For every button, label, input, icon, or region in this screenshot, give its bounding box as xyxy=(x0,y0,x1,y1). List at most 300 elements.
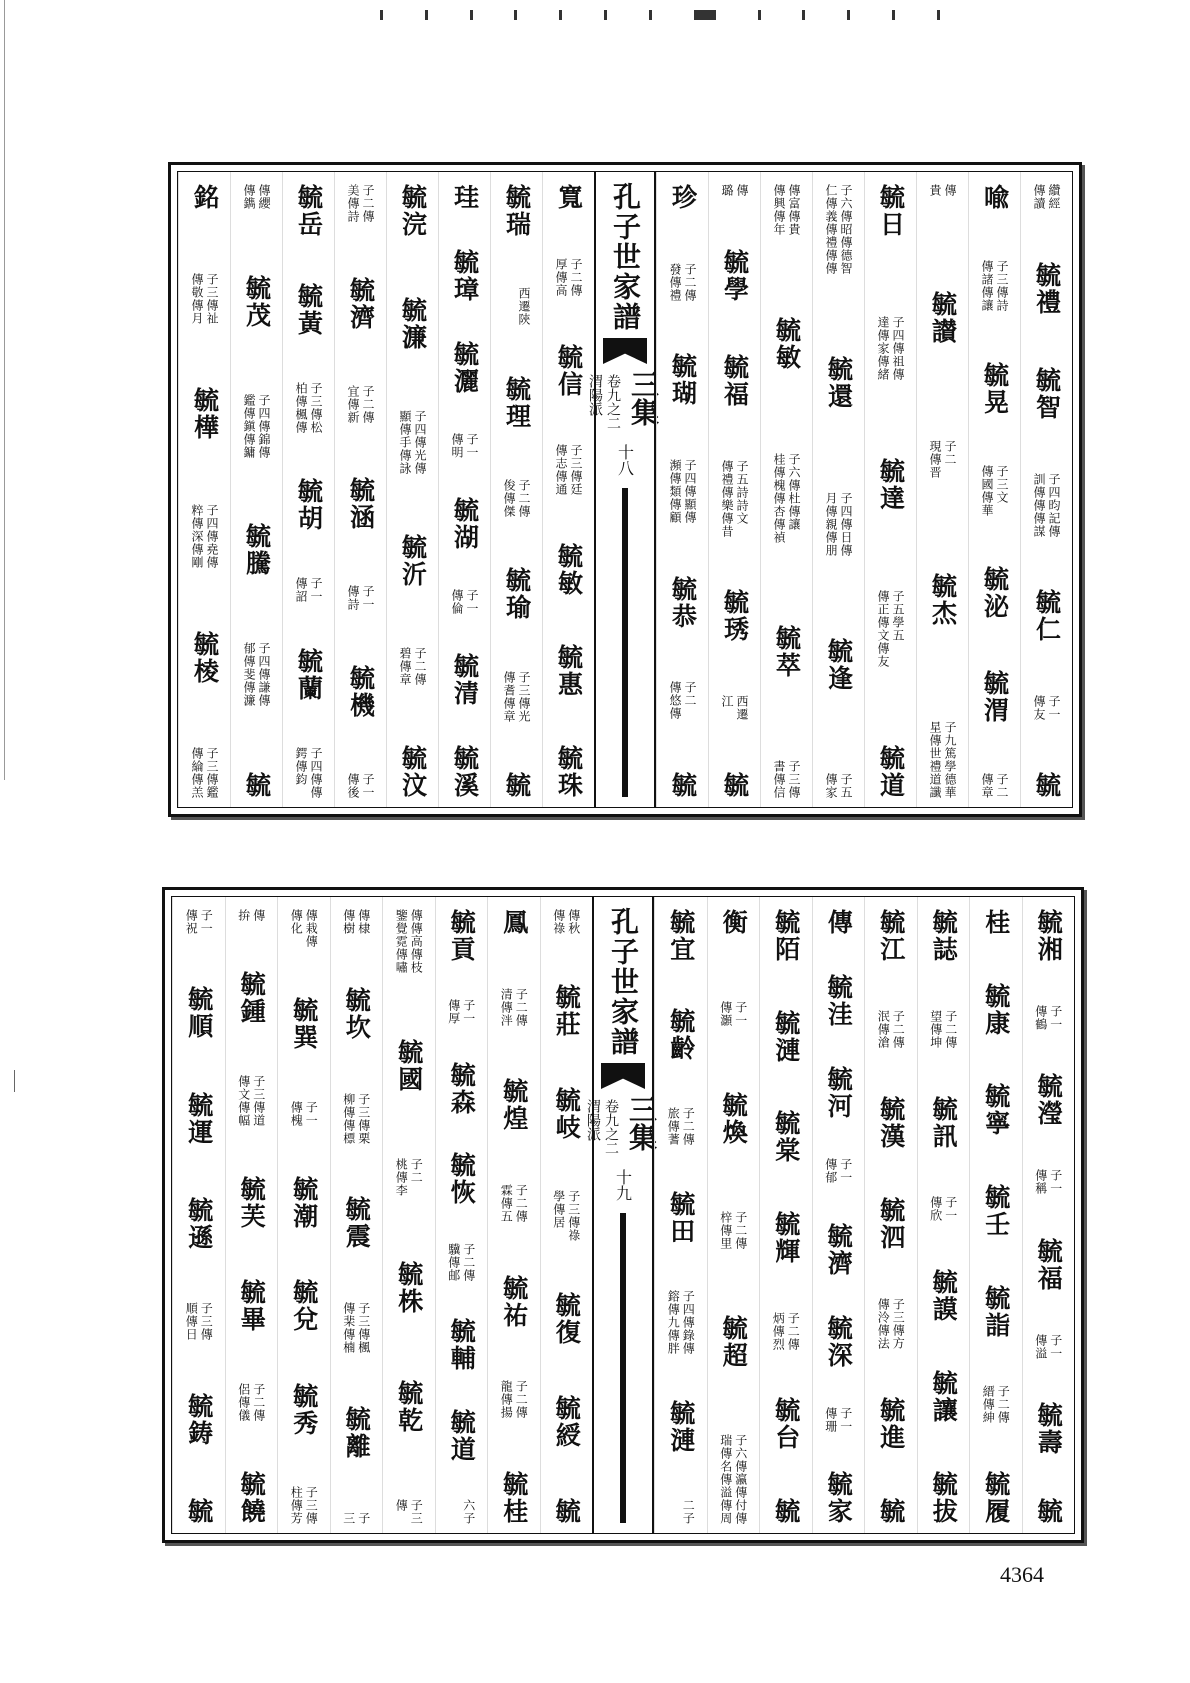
member-name: 毓輝 xyxy=(771,1210,801,1265)
annotation-line: 傳溢 xyxy=(1033,1333,1048,1360)
annotation-line: 子二傳 xyxy=(683,262,697,302)
panel-grid xyxy=(171,896,1075,1534)
fishtail-banner xyxy=(601,1063,645,1089)
annotation-line: 訓傳傳傳謀 xyxy=(1032,472,1046,538)
annotation-line: 子三傳祿 xyxy=(566,1190,581,1243)
member-name: 毓福 xyxy=(1034,1237,1064,1292)
annotation xyxy=(666,1290,695,1355)
annotation-line: 六子 xyxy=(461,1498,476,1525)
annotation-line: 子三傳 xyxy=(304,1485,319,1525)
annotation-line: 鑒覺霓傳嘯 xyxy=(394,909,409,974)
annotation-line: 子四傳傳 xyxy=(309,746,323,799)
member-name: 毓 xyxy=(552,1497,582,1525)
annotation xyxy=(242,642,271,707)
annotation-line xyxy=(447,1499,461,1525)
member-name: 珪 xyxy=(450,184,480,211)
member-name: 毓道 xyxy=(876,745,906,799)
annotation-line: 子五學五 xyxy=(891,589,905,642)
volume-row xyxy=(585,1095,661,1155)
annotation-line: 傳栽傳 xyxy=(304,909,319,948)
annotation-line: 子一 xyxy=(465,433,479,459)
annotation xyxy=(720,695,749,721)
annotation-line: 江 xyxy=(720,694,734,708)
member-name: 毓輔 xyxy=(447,1318,477,1373)
annotation-line: 子四傳祖傳 xyxy=(891,315,905,381)
annotation-line: 傳倫 xyxy=(450,589,464,615)
annotation xyxy=(772,760,801,799)
annotation-line: 子二 xyxy=(995,772,1009,799)
entry-column xyxy=(540,897,593,1533)
annotation-line: 子三傳栗 xyxy=(356,1092,371,1145)
annotation-line: 子二傳 xyxy=(251,1382,266,1422)
member-name: 毓寧 xyxy=(981,1083,1011,1138)
entry-column xyxy=(277,897,330,1533)
annotation-line: 傳正傳文傳友 xyxy=(876,589,890,668)
member-name: 毓莊 xyxy=(552,984,582,1039)
entry-column xyxy=(178,172,230,807)
member-name: 毓棱 xyxy=(190,630,220,685)
annotation-line: 子二傳 xyxy=(681,1107,696,1146)
annotation-line: 子三 xyxy=(409,1498,424,1525)
annotation xyxy=(666,1107,695,1146)
member-name: 毓浣 xyxy=(398,184,428,238)
member-name: 毓瑚 xyxy=(668,353,698,408)
entry-column xyxy=(917,897,970,1533)
member-name: 毓恭 xyxy=(668,575,698,630)
member-name: 毓岐 xyxy=(552,1087,582,1142)
member-name: 毓株 xyxy=(394,1261,424,1316)
annotation xyxy=(719,1211,748,1250)
annotation xyxy=(294,382,323,434)
entry-column xyxy=(382,897,435,1533)
member-name: 毓祐 xyxy=(499,1274,529,1329)
annotation xyxy=(346,773,375,799)
annotation-line: 子六傳瀛傳付傳 xyxy=(733,1434,748,1525)
member-name: 毓復 xyxy=(552,1291,582,1346)
annotation-line: 子二傳 xyxy=(361,384,375,424)
annotation-line: 郁傳斐傳濂 xyxy=(242,642,256,708)
annotation-line: 傳詔 xyxy=(294,577,308,604)
member-name: 毓桂 xyxy=(499,1470,529,1525)
member-name: 毓還 xyxy=(824,356,854,411)
annotation-line: 傳棣 xyxy=(356,909,371,935)
annotation xyxy=(772,453,801,544)
member-name: 毓仁 xyxy=(1032,589,1062,643)
annotation-line: 子二傳 xyxy=(996,1385,1011,1425)
annotation xyxy=(342,1302,371,1354)
member-name: 毓敏 xyxy=(772,317,802,372)
member-name: 毓黃 xyxy=(294,282,324,337)
annotation-line: 傳鐫 xyxy=(242,184,256,210)
annotation xyxy=(450,433,479,459)
member-name: 毓機 xyxy=(346,665,376,720)
member-name: 毓訊 xyxy=(929,1095,959,1150)
annotation-line: 子一 xyxy=(1048,1005,1063,1032)
annotation xyxy=(824,1158,853,1184)
member-name: 毓道 xyxy=(447,1408,477,1463)
entry-column xyxy=(707,897,760,1533)
leaf-number: 十八 xyxy=(615,444,635,476)
annotation xyxy=(242,394,271,459)
volume-label: 三集 xyxy=(627,370,660,426)
annotation-line: 子二傳 xyxy=(413,647,427,686)
annotation-line: 二子 xyxy=(681,1499,696,1525)
annotation xyxy=(342,1093,371,1145)
annotation-line: 傳綸傳羔 xyxy=(190,746,204,799)
annotation-line: 子六傳杜傳讓 xyxy=(787,452,801,531)
book-title: 孔子世家譜 xyxy=(609,182,642,332)
entry-column xyxy=(864,172,916,807)
member-name: 毓綬 xyxy=(552,1394,582,1449)
entry-column xyxy=(330,897,383,1533)
annotation xyxy=(554,258,583,297)
entry-column xyxy=(812,172,864,807)
annotation-line: 傳灝 xyxy=(718,1001,733,1027)
annotation-line: 瀕傳類傳顧 xyxy=(668,458,682,524)
member-name: 毓順 xyxy=(184,986,214,1041)
annotation-line: 傳鶴 xyxy=(1033,1005,1048,1032)
annotation-line: 學傳居 xyxy=(551,1190,566,1230)
annotation xyxy=(552,909,581,935)
annotation-line: 傳秋 xyxy=(566,909,581,935)
member-name: 毓宜 xyxy=(666,909,696,963)
member-name: 毓理 xyxy=(502,375,532,430)
member-name: 毓 xyxy=(720,772,750,799)
member-name: 毓惠 xyxy=(554,644,584,699)
member-name: 傳 xyxy=(824,909,854,936)
member-name: 毓漣 xyxy=(666,1400,696,1454)
member-name: 毓坎 xyxy=(342,986,372,1041)
spine-column xyxy=(585,897,658,1533)
annotation-line: 子四傳堯傳 xyxy=(205,503,219,569)
annotation-line: 顯傳手傳詠 xyxy=(398,410,412,475)
member-name: 毓江 xyxy=(876,909,906,963)
member-name: 毓湘 xyxy=(1034,909,1064,963)
annotation-line: 書傳信 xyxy=(772,760,786,799)
annotation xyxy=(346,585,375,611)
member-name: 毓沂 xyxy=(398,534,428,588)
annotation-line: 傳 xyxy=(394,1498,409,1512)
annotation-line: 子三傳鑑 xyxy=(205,746,219,799)
member-name: 毓 xyxy=(668,771,698,799)
member-name: 毓田 xyxy=(666,1191,696,1245)
annotation-line: 子二傳 xyxy=(733,1211,748,1250)
annotation xyxy=(342,1512,371,1525)
member-name: 毓敏 xyxy=(554,543,584,598)
member-name: 毓誌 xyxy=(929,909,959,963)
annotation-line: 傳志傳通 xyxy=(554,444,568,497)
entry-column xyxy=(225,897,278,1533)
annotation-line: 鎔傳九傳胖 xyxy=(666,1290,681,1355)
member-name: 毓湖 xyxy=(450,497,480,551)
entry-column xyxy=(864,897,917,1533)
member-name: 毓學 xyxy=(720,248,750,303)
annotation xyxy=(190,747,219,799)
annotation-line: 子四傳光傳 xyxy=(413,410,427,475)
annotation xyxy=(876,590,905,668)
member-name: 毓漣 xyxy=(771,1009,801,1064)
annotation-line: 仁傳義傳禮傳傳 xyxy=(824,184,838,275)
annotation-line: 宜傳新 xyxy=(346,384,360,424)
member-name: 毓璋 xyxy=(450,249,480,303)
entry-column xyxy=(435,897,488,1533)
member-name: 毓履 xyxy=(981,1470,1011,1525)
annotation-line: 子四傳錄傳 xyxy=(681,1290,696,1355)
entry-column xyxy=(282,172,334,807)
annotation-line: 子五詩詩文 xyxy=(735,459,749,525)
member-name: 毓 xyxy=(242,771,272,799)
annotation-line: 星傳世禮道讖 xyxy=(928,721,942,799)
fishtail-banner xyxy=(603,338,647,364)
annotation-line: 子二傳 xyxy=(461,1242,476,1282)
annotation xyxy=(929,1010,958,1049)
annotation-line: 傳明 xyxy=(450,433,464,459)
genealogy-panel-bottom xyxy=(162,887,1084,1543)
member-name: 毓饒 xyxy=(237,1470,267,1525)
annotation-line: 鍔傳鈞 xyxy=(294,746,308,786)
annotation-line: 厚傳高 xyxy=(554,257,568,297)
entry-column xyxy=(386,172,438,807)
member-name: 毓蘭 xyxy=(294,648,324,703)
entry-column xyxy=(230,172,282,807)
annotation xyxy=(980,260,1009,312)
member-name: 毓鍾 xyxy=(237,971,267,1026)
annotation-line: 子三傳祉 xyxy=(205,273,219,326)
annotation-line: 傳槐 xyxy=(289,1100,304,1127)
annotation xyxy=(719,1001,748,1027)
annotation-line: 子四傳日傳 xyxy=(839,491,853,557)
annotation-line: 子三傳楓 xyxy=(356,1302,371,1355)
annotation-line: 子一 xyxy=(733,1001,748,1027)
member-name: 衡 xyxy=(719,909,749,936)
entry-column xyxy=(438,172,490,807)
annotation-line: 子三傳廷 xyxy=(569,444,583,497)
annotation-line: 發傳禮 xyxy=(668,262,682,302)
annotation-line: 子三文 xyxy=(995,464,1009,504)
annotation-line: 傳友 xyxy=(1032,694,1046,721)
entry-column xyxy=(654,897,707,1533)
annotation-line: 子一 xyxy=(838,1406,853,1433)
annotation xyxy=(499,988,528,1027)
member-name: 毓禮 xyxy=(1032,261,1062,316)
annotation xyxy=(184,1302,213,1341)
entry-column xyxy=(656,172,708,807)
member-name: 毓信 xyxy=(554,343,584,398)
annotation-line: 桂傳槐傳杏傳禎 xyxy=(772,452,786,544)
member-name: 毓達 xyxy=(876,458,906,512)
annotation-line: 西遷陝 xyxy=(517,287,531,327)
annotation-line: 子一 xyxy=(1048,1169,1063,1196)
annotation xyxy=(928,184,957,197)
member-name: 毓 xyxy=(184,1497,214,1525)
member-name: 毓 xyxy=(876,1498,906,1525)
member-name: 毓珠 xyxy=(554,744,584,799)
annotation xyxy=(824,492,853,557)
annotation-line: 貴 xyxy=(928,184,942,197)
member-name: 毓洼 xyxy=(824,974,854,1029)
annotation-line: 龍傳揚 xyxy=(499,1380,514,1420)
annotation xyxy=(346,385,375,424)
annotation xyxy=(450,589,479,615)
annotation xyxy=(980,773,1009,799)
annotation xyxy=(1032,473,1061,538)
annotation-line xyxy=(502,287,516,326)
annotation xyxy=(394,1158,423,1197)
annotation-line: 傳樹 xyxy=(341,909,356,935)
member-name: 毓溪 xyxy=(450,745,480,799)
annotation xyxy=(980,465,1009,517)
annotation-line: 傳讀 xyxy=(1032,184,1046,210)
annotation-line: 泯傳滄 xyxy=(876,1010,891,1049)
member-name: 毓茂 xyxy=(242,274,272,329)
branch-label: 渭陽派 xyxy=(587,374,603,416)
member-name: 毓清 xyxy=(450,653,480,707)
annotation-line: 桃傳李 xyxy=(394,1157,409,1197)
annotation xyxy=(447,1243,476,1282)
member-name: 毓芙 xyxy=(237,1175,267,1230)
annotation-line: 傳 xyxy=(735,184,749,197)
annotation-line: 子一 xyxy=(461,999,476,1026)
spine-column xyxy=(587,172,660,807)
annotation xyxy=(928,440,957,479)
annotation-line: 子五 xyxy=(839,773,853,799)
annotation-line: 傳 xyxy=(251,909,266,922)
annotation-line: 子四傳錦傳 xyxy=(257,393,271,459)
annotation-line: 子三傳 xyxy=(199,1302,214,1342)
annotation-line: 子一 xyxy=(361,585,375,612)
scan-edge-line xyxy=(4,0,5,780)
member-name: 毓詣 xyxy=(981,1284,1011,1339)
annotation-line: 傳棐傳楠 xyxy=(341,1302,356,1355)
annotation-line: 子一 xyxy=(199,909,214,935)
member-name: 毓 xyxy=(1034,1497,1064,1525)
member-name: 毓讓 xyxy=(929,1370,959,1425)
member-name: 毓秀 xyxy=(289,1382,319,1437)
annotation-line: 子二 xyxy=(409,1157,424,1184)
annotation-line: 子三傳 xyxy=(787,760,801,799)
annotation xyxy=(1034,1169,1063,1195)
annotation xyxy=(720,184,749,197)
annotation-line: 子一 xyxy=(1048,1333,1063,1360)
top-binding-marks xyxy=(380,10,940,24)
entry-column xyxy=(968,172,1020,807)
annotation xyxy=(502,479,531,518)
annotation xyxy=(666,1499,695,1525)
annotation-line: 子三傳光 xyxy=(517,670,531,723)
annotation-line: 俊傳傑 xyxy=(502,478,516,518)
member-name: 毓畢 xyxy=(237,1279,267,1334)
annotation-line: 碧傳章 xyxy=(398,647,412,686)
annotation-line: 子三傳道 xyxy=(251,1074,266,1127)
member-name: 毓謨 xyxy=(929,1269,959,1324)
annotation-line: 侶傳儀 xyxy=(236,1382,251,1422)
annotation xyxy=(394,1499,423,1525)
member-name: 毓樺 xyxy=(190,387,220,442)
member-name: 毓胡 xyxy=(294,478,324,533)
annotation-line: 傳厚 xyxy=(446,999,461,1026)
annotation-line: 子九篤學德華 xyxy=(943,721,957,799)
annotation-line: 驥傳邮 xyxy=(446,1242,461,1282)
annotation-line: 傳郁 xyxy=(823,1158,838,1185)
entry-column xyxy=(542,172,594,807)
member-name: 毓瀅 xyxy=(1034,1073,1064,1128)
annotation xyxy=(876,1010,905,1049)
annotation-line: 傳珊 xyxy=(823,1406,838,1433)
annotation xyxy=(398,647,427,686)
member-name: 毓 xyxy=(1032,772,1062,799)
annotation-line: 子二傳 xyxy=(943,1009,958,1049)
annotation-line: 子一 xyxy=(465,589,479,615)
member-name: 毓齡 xyxy=(666,1008,696,1062)
member-name: 毓拔 xyxy=(929,1470,959,1525)
branch-label: 渭陽派 xyxy=(585,1099,601,1141)
annotation-line: 鑑傳鎭傳鏞 xyxy=(242,393,256,459)
annotation xyxy=(237,909,266,922)
annotation-line: 子 xyxy=(356,1511,371,1525)
annotation-line: 傳富傳貴 xyxy=(787,184,801,236)
annotation xyxy=(447,1499,476,1525)
annotation-line: 子六傳昭傳德智 xyxy=(839,184,853,275)
member-name: 毓瑞 xyxy=(502,184,532,238)
annotation xyxy=(502,287,531,326)
member-name: 毓運 xyxy=(184,1091,214,1146)
annotation-line: 傳稱 xyxy=(1033,1169,1048,1196)
member-name: 毓智 xyxy=(1032,367,1062,421)
member-name: 毓河 xyxy=(824,1066,854,1121)
member-name: 毓漢 xyxy=(876,1096,906,1150)
annotation xyxy=(552,1190,581,1242)
annotation-line: 現傳晋 xyxy=(928,439,942,479)
member-name: 毓鋳 xyxy=(184,1392,214,1447)
entry-column xyxy=(490,172,542,807)
member-name: 毓讃 xyxy=(928,291,958,346)
member-name: 桂 xyxy=(981,909,1011,936)
annotation-line: 清傳泮 xyxy=(499,987,514,1027)
annotation-line: 傳 xyxy=(943,184,957,197)
volume-label: 三集 xyxy=(625,1095,658,1151)
annotation-line: 傳悠傳 xyxy=(668,681,682,721)
annotation xyxy=(237,1075,266,1127)
member-name: 寬 xyxy=(554,184,584,211)
annotation-line: 子三傳詩 xyxy=(995,260,1009,313)
chapter-label: 卷九之二 xyxy=(605,374,621,430)
annotation-line: 傳化 xyxy=(289,909,304,935)
member-name: 毓巽 xyxy=(289,997,319,1052)
annotation xyxy=(394,909,423,974)
member-name: 鳳 xyxy=(499,909,529,936)
member-name: 毓離 xyxy=(342,1406,372,1461)
member-name: 毓煥 xyxy=(719,1092,749,1146)
genealogy-panel-top xyxy=(168,162,1082,817)
leaf-number: 十九 xyxy=(613,1169,633,1201)
annotation-line: 美傳詩 xyxy=(346,184,360,223)
entry-column xyxy=(334,172,386,807)
entry-column xyxy=(708,172,760,807)
annotation-line: 子二傳 xyxy=(891,1010,906,1049)
entry-column xyxy=(812,897,865,1533)
annotation-line: 璐 xyxy=(720,184,734,197)
member-name: 毓台 xyxy=(771,1397,801,1452)
member-name: 毓泌 xyxy=(980,566,1010,621)
annotation-line: 柱傳芳 xyxy=(289,1485,304,1525)
annotation-line: 子四傳顯傳 xyxy=(683,458,697,524)
annotation xyxy=(668,681,697,720)
member-name: 毓騰 xyxy=(242,523,272,578)
entry-column xyxy=(487,897,540,1533)
annotation-line: 子二 xyxy=(683,681,697,708)
annotation-line: 傳纓 xyxy=(257,184,271,210)
member-name: 毓棠 xyxy=(771,1110,801,1165)
